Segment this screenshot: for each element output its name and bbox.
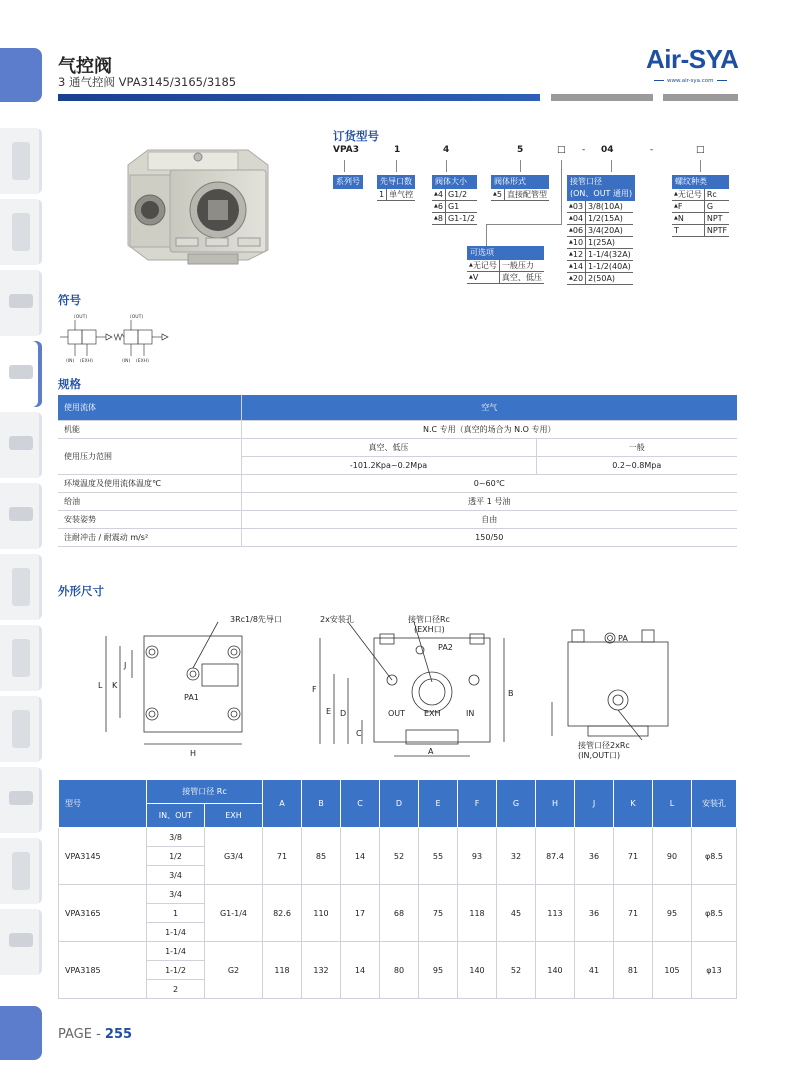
side-item-cylinder[interactable] — [0, 696, 42, 762]
svg-text:2x安装孔: 2x安装孔 — [320, 615, 354, 624]
side-item-accessory[interactable] — [0, 909, 42, 975]
table-row: VPA3145 3/8 G3/4 71 85 14 52 55 93 32 87.4 36 71 90 φ8.5 — [59, 828, 737, 847]
svg-text:J: J — [124, 661, 127, 670]
svg-text:(EXH口): (EXH口) — [414, 625, 445, 634]
spec-title: 规格 — [58, 377, 81, 391]
svg-text:(IN): (IN) — [66, 359, 75, 364]
svg-text:IN: IN — [466, 709, 475, 718]
svg-text:(IN,OUT口): (IN,OUT口) — [578, 751, 621, 760]
brand-logo: Air-SYA — [646, 44, 739, 74]
chapter-tab-bottom[interactable] — [0, 1006, 42, 1060]
fitting-icon — [9, 791, 33, 805]
svg-text:B: B — [508, 689, 514, 698]
order-thread-box: 螺纹种类 ▲无记号 Rc ▲F G ▲N NPT T NPTF — [674, 177, 728, 235]
page-subtitle: 3 通气控阀 VPA3145/3165/3185 — [58, 75, 237, 89]
brand-url: www.air-sya.com — [654, 78, 727, 84]
svg-text:(IN): (IN) — [122, 359, 131, 364]
side-item-silencer[interactable] — [0, 838, 42, 904]
code-thread: □ — [696, 145, 705, 155]
svg-text:PA: PA — [618, 634, 628, 643]
side-item-sensor[interactable] — [0, 625, 42, 691]
page-number: PAGE - 255 — [58, 1027, 133, 1042]
code-dash: - — [650, 145, 654, 155]
code-size: 4 — [443, 145, 450, 155]
svg-text:(EXH): (EXH) — [80, 359, 93, 364]
accessory-icon — [9, 933, 33, 947]
table-row: 3/4 — [59, 866, 737, 885]
filter-icon — [12, 142, 30, 180]
table-row: VPA3165 3/4 G1-1/4 82.6 110 17 68 75 118 45 113 36 71 95 φ8.5 — [59, 885, 737, 904]
pneumatic-symbol — [58, 312, 188, 364]
dims-title: 外形尺寸 — [58, 584, 104, 598]
svg-text:A: A — [428, 747, 434, 756]
svg-text:L: L — [98, 681, 103, 690]
silencer-icon — [12, 852, 30, 890]
svg-text:C: C — [356, 729, 362, 738]
order-series-box: 系列号 — [333, 175, 363, 189]
table-row: 1-1/4 — [59, 923, 737, 942]
side-item-lubricator[interactable] — [0, 199, 42, 265]
svg-text:(OUT): (OUT) — [74, 315, 88, 320]
svg-text:K: K — [112, 681, 118, 690]
svg-text:PA1: PA1 — [184, 693, 199, 702]
regulator-icon — [9, 294, 33, 308]
side-item-solenoid[interactable] — [0, 412, 42, 478]
svg-text:(OUT): (OUT) — [130, 315, 144, 320]
lubricator-icon — [12, 213, 30, 251]
side-category-nav — [0, 128, 42, 980]
manifold-icon — [9, 507, 33, 521]
dimension-drawings — [58, 608, 738, 768]
order-pilot-box: 先导口数 1 单气控 — [379, 177, 414, 199]
side-item-fitting[interactable] — [0, 767, 42, 833]
svg-text:接管口径Rc: 接管口径Rc — [408, 615, 450, 624]
spec-table: 使用流体 空气 机能 N.C 专用（真空的场合为 N.O 专用） 使用压力范围 真空、低压 一般 -101.2Kpa~0.2Mpa 0.2~0.8Mpa 环境温度及使用流体温度℃ 0~60℃ 给油 透平 1 号油 安装姿势 自由 注耐冲击 / 耐震动 m/s² 150/50 — [58, 395, 737, 547]
side-item-valve[interactable] — [0, 341, 42, 407]
side-item-switch[interactable] — [0, 554, 42, 620]
dimension-table: 型号 接管口径 Rc A B C D E F G H J K L 安装孔 IN、OUT EXH VPA3145 3/8 G3/4 71 85 14 52 55 93 32 87.4 36 71 90 φ8.5 1/2 3/4 VPA3165 3/4 G1-1/4 82.6 110 17 68 75 118 45 113 36 71 95 φ8.5 1 1-1/4 VPA3185 1-1/4 G2 118 132 14 80 95 140 52 140 41 81 105 φ13 1-1/2 2 — [58, 779, 737, 999]
symbol-title: 符号 — [58, 293, 81, 307]
svg-text:OUT: OUT — [388, 709, 406, 718]
side-item-filter[interactable] — [0, 128, 42, 194]
code-series: VPA3 — [333, 145, 359, 155]
table-row: 1 — [59, 904, 737, 923]
table-row: 1-1/2 — [59, 961, 737, 980]
cylinder-icon — [12, 710, 30, 748]
table-row: 2 — [59, 980, 737, 999]
svg-text:接管口径2xRc: 接管口径2xRc — [578, 741, 630, 750]
table-row: VPA3185 1-1/4 G2 118 132 14 80 95 140 52 140 41 81 105 φ13 — [59, 942, 737, 961]
ordering-title: 订货型号 — [333, 129, 379, 143]
side-item-regulator[interactable] — [0, 270, 42, 336]
switch-icon — [12, 568, 30, 606]
svg-text:(EXH): (EXH) — [136, 359, 149, 364]
side-item-manifold[interactable] — [0, 483, 42, 549]
svg-text:F: F — [312, 685, 317, 694]
svg-text:E: E — [326, 707, 332, 716]
svg-text:PA2: PA2 — [438, 643, 453, 652]
page-title: 气控阀 — [58, 56, 112, 77]
header-bar-gray — [551, 94, 653, 101]
code-dash: - — [582, 145, 586, 155]
header-bar — [58, 94, 540, 101]
svg-text:3Rc1/8先导口: 3Rc1/8先导口 — [230, 615, 282, 624]
valve-icon — [9, 365, 33, 379]
svg-text:H: H — [190, 749, 197, 758]
code-port: 04 — [601, 145, 614, 155]
code-option: □ — [557, 145, 566, 155]
order-type-box: 阀体形式 ▲5 直接配管型 — [493, 177, 547, 199]
code-type: 5 — [517, 145, 524, 155]
product-image — [118, 130, 288, 270]
solenoid-icon — [9, 436, 33, 450]
svg-text:D: D — [340, 709, 347, 718]
svg-text:EXH: EXH — [424, 709, 441, 718]
header-bar-gray — [663, 94, 738, 101]
code-pilot: 1 — [394, 145, 401, 155]
order-port-box: 接管口径 (ON、OUT 通用) ▲03 3/8(10A) ▲04 1/2(15A) ▲06 3/4(20A) ▲10 1(25A) ▲12 1-1/4(32A) ▲14 1-1/2(40A) ▲20 2(50A) — [567, 175, 635, 285]
order-option-box: 可选项 ▲无记号 一般压力 ▲V 真空、低压 — [469, 248, 542, 282]
table-row: 1/2 — [59, 847, 737, 866]
order-size-box: 阀体大小 ▲4 G1/2 ▲6 G1 ▲8 G1-1/2 — [434, 177, 476, 223]
sensor-icon — [12, 639, 30, 677]
chapter-tab-top[interactable] — [0, 48, 42, 102]
dim-rows — [59, 828, 737, 999]
